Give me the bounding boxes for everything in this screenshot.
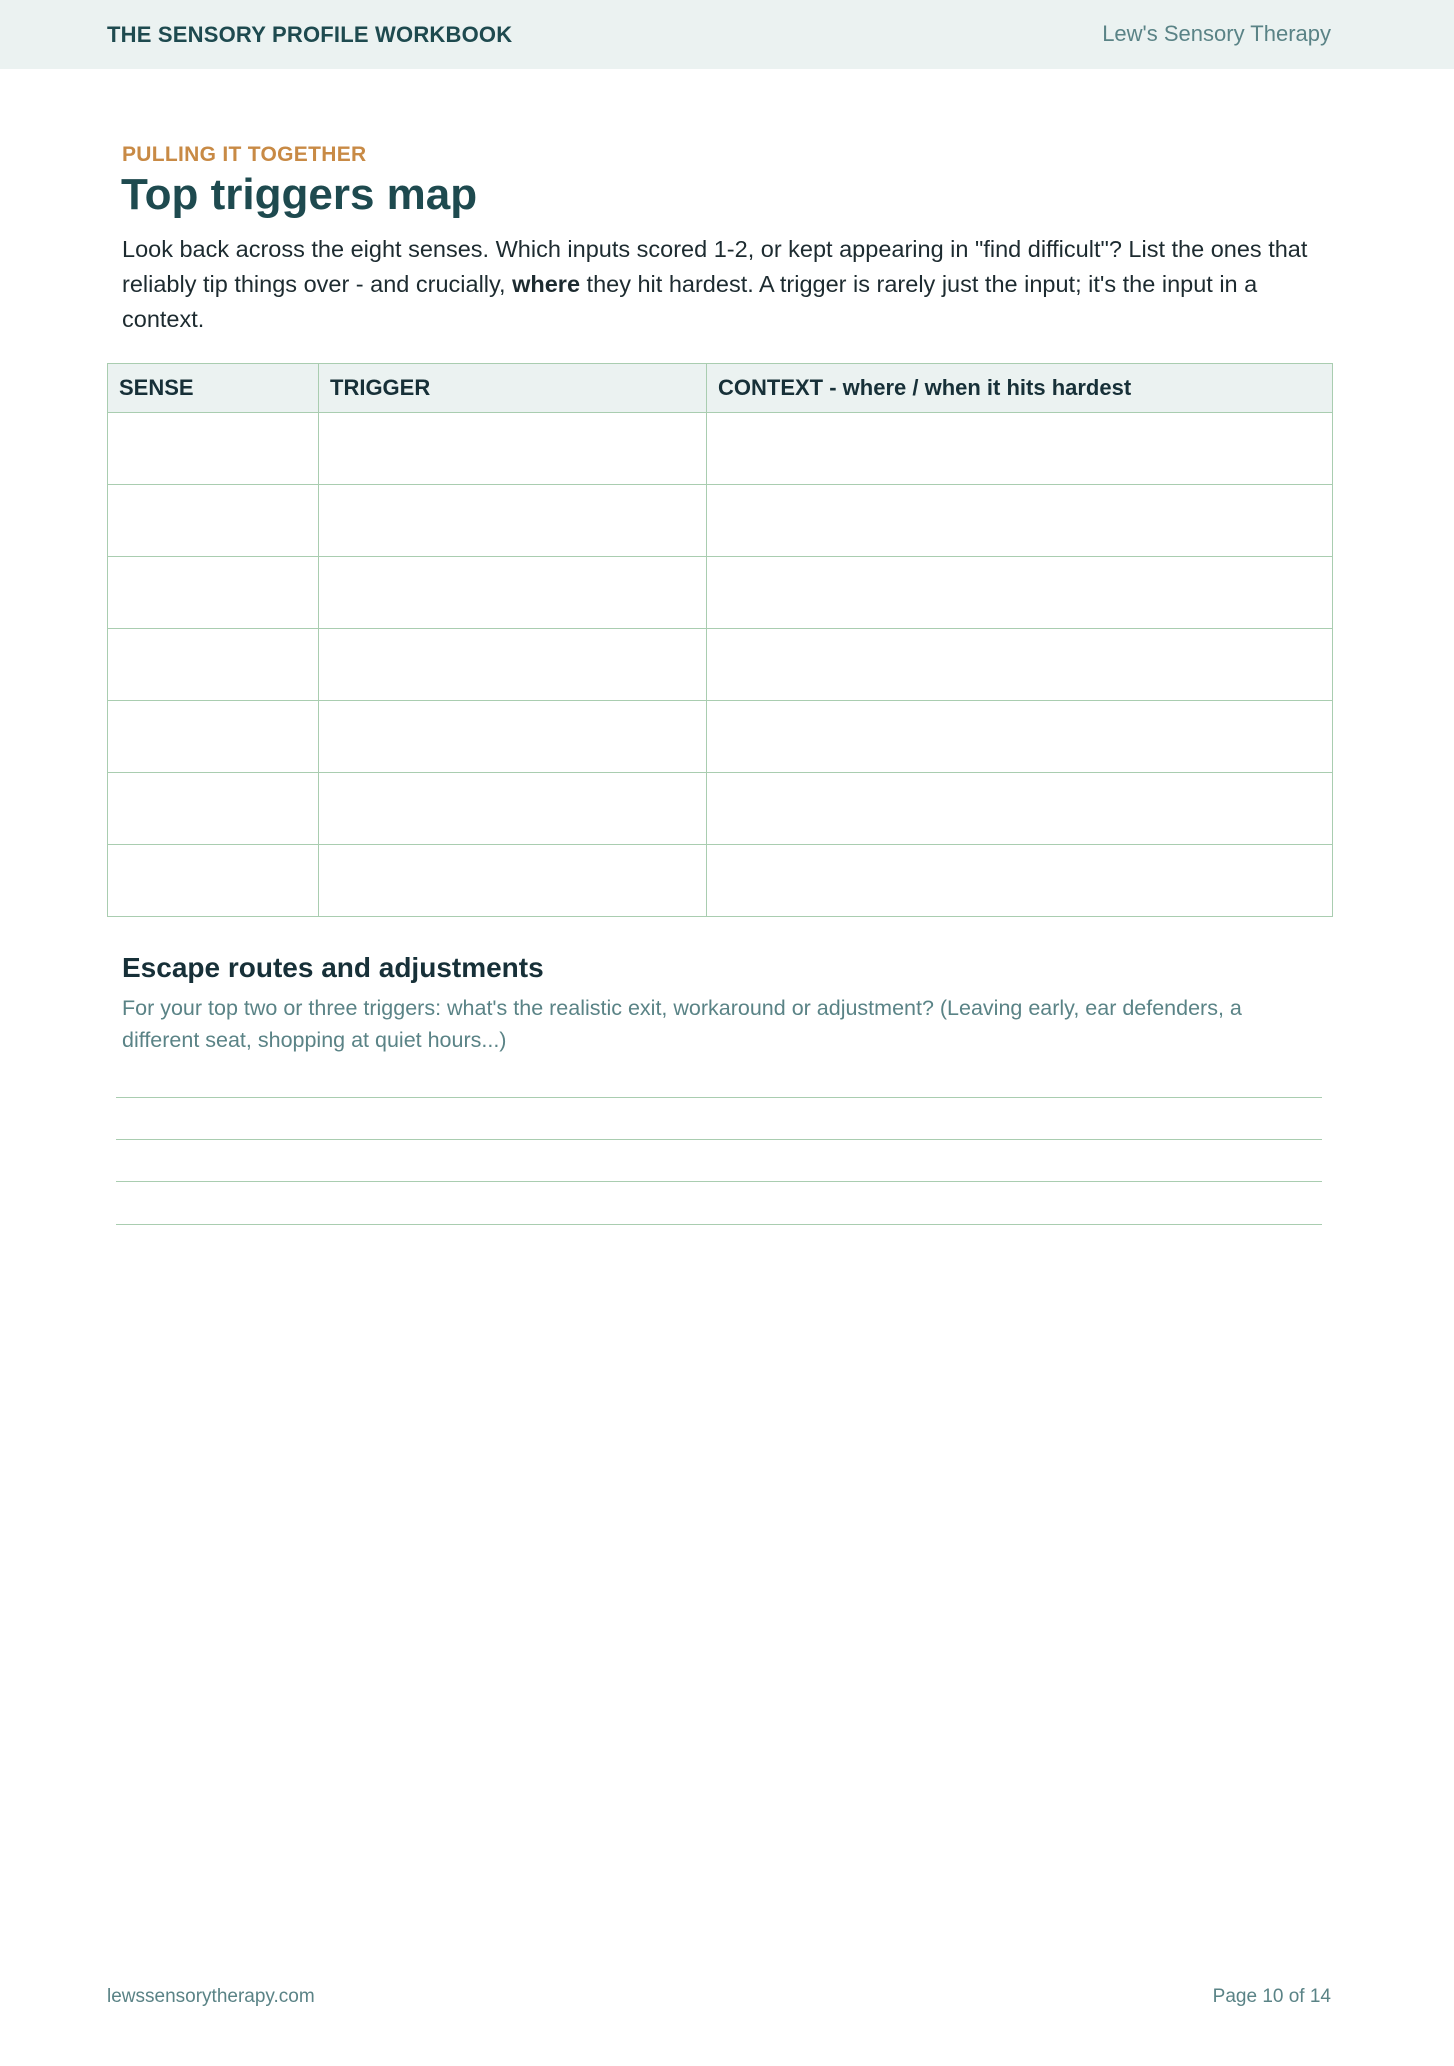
intro-text-2: they hit hardest. A trigger is rarely just the input; it's the input in a context. — [122, 271, 1258, 332]
context-cell[interactable] — [707, 773, 1333, 845]
workbook-title: THE SENSORY PROFILE WORKBOOK — [107, 22, 513, 47]
sense-cell[interactable] — [108, 845, 319, 917]
trigger-cell[interactable] — [319, 845, 707, 917]
intro-paragraph — [122, 232, 1312, 337]
sense-cell[interactable] — [108, 773, 319, 845]
table-row — [108, 845, 1333, 917]
brand-name: Lew's Sensory Therapy — [1102, 21, 1331, 46]
table-row — [108, 485, 1333, 557]
table-row — [108, 557, 1333, 629]
intro-emphasis: where — [512, 271, 581, 297]
sense-cell[interactable] — [108, 557, 319, 629]
trigger-cell[interactable] — [319, 485, 707, 557]
escape-routes-prompt: For your top two or three triggers: what's the realistic exit, workaround or adjustment? (Leaving early, ear defenders, a different seat, shopping at quiet hours...) — [122, 996, 1242, 1052]
table-row — [108, 413, 1333, 485]
context-cell[interactable] — [707, 485, 1333, 557]
sense-cell[interactable] — [108, 413, 319, 485]
sense-cell[interactable] — [108, 629, 319, 701]
section-kicker: PULLING IT TOGETHER — [122, 143, 367, 166]
answer-line[interactable] — [116, 1139, 1322, 1140]
table-row — [108, 701, 1333, 773]
table-row — [108, 629, 1333, 701]
column-header-sense: SENSE — [108, 364, 319, 413]
footer-website: lewssensorytherapy.com — [107, 1986, 315, 2007]
context-cell[interactable] — [707, 701, 1333, 773]
context-cell[interactable] — [707, 557, 1333, 629]
answer-line[interactable] — [116, 1181, 1322, 1182]
trigger-cell[interactable] — [319, 629, 707, 701]
escape-routes-heading: Escape routes and adjustments — [122, 952, 544, 983]
answer-line[interactable] — [116, 1097, 1322, 1098]
trigger-cell[interactable] — [319, 413, 707, 485]
column-header-context: CONTEXT - where / when it hits hardest — [707, 364, 1333, 413]
table-row — [108, 773, 1333, 845]
page-title: Top triggers map — [121, 170, 478, 219]
sense-cell[interactable] — [108, 701, 319, 773]
page-header — [0, 0, 1454, 69]
trigger-cell[interactable] — [319, 773, 707, 845]
answer-line[interactable] — [116, 1224, 1322, 1225]
context-cell[interactable] — [707, 413, 1333, 485]
context-cell[interactable] — [707, 629, 1333, 701]
trigger-cell[interactable] — [319, 557, 707, 629]
column-header-trigger: TRIGGER — [319, 364, 707, 413]
sense-cell[interactable] — [108, 485, 319, 557]
page-number: Page 10 of 14 — [1212, 1986, 1331, 2007]
context-cell[interactable] — [707, 845, 1333, 917]
intro-text-1: Look back across the eight senses. Which inputs scored 1-2, or kept appearing in "find difficult"? List the ones that reliably tip things over - and crucially, — [122, 236, 1308, 297]
table-header-row — [108, 364, 1333, 413]
triggers-table — [107, 363, 1333, 917]
trigger-cell[interactable] — [319, 701, 707, 773]
